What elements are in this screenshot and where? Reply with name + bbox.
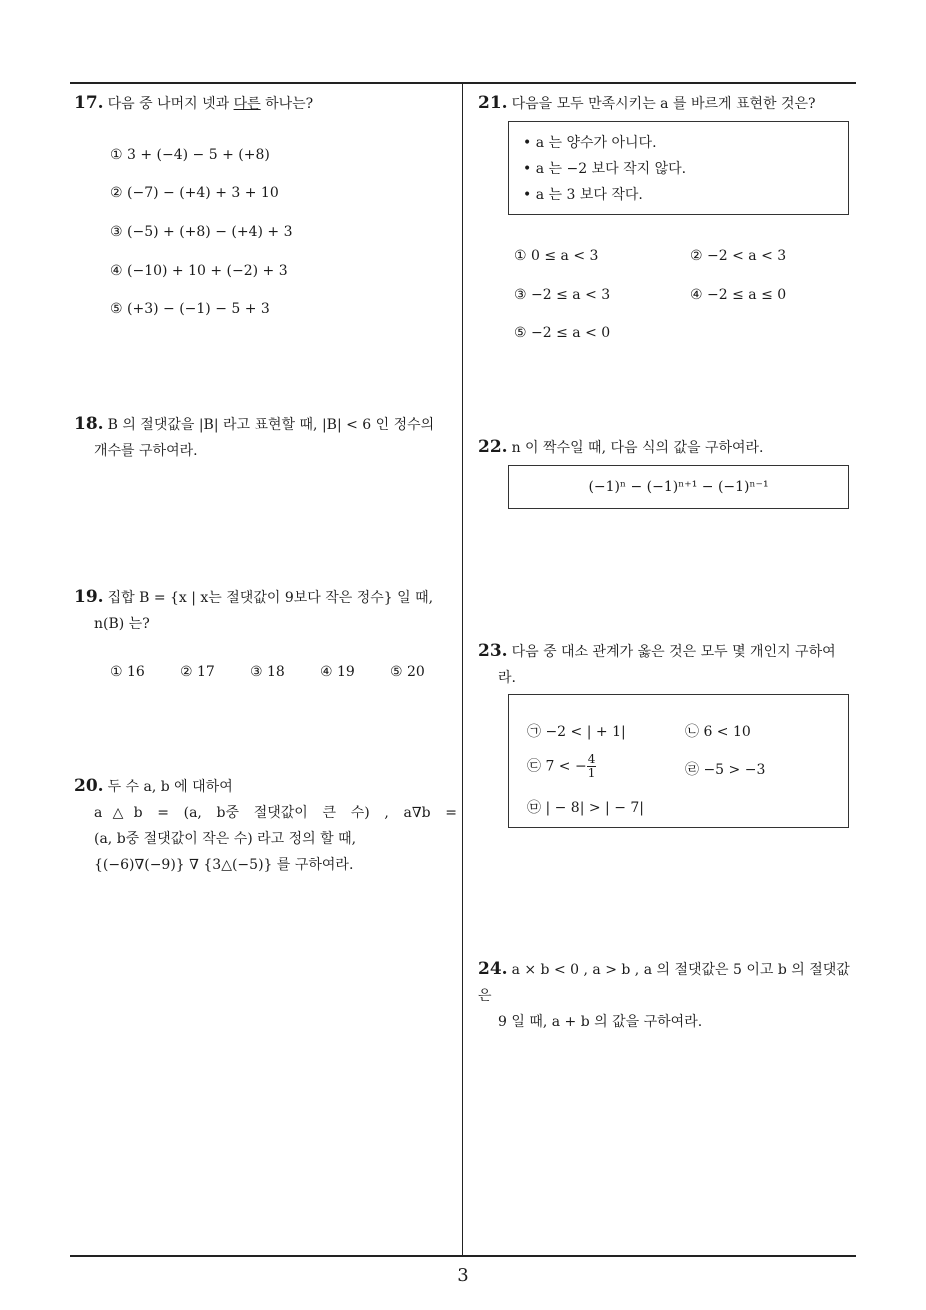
question-number: 24.: [478, 959, 508, 979]
question-23: [478, 638, 860, 691]
question-text-line2: 9 일 때, a + b 의 값을 구하여라.: [498, 1014, 703, 1030]
q19-option-1: ① 16: [110, 664, 145, 680]
q21-option-4: ④ −2 ≤ a ≤ 0: [690, 287, 787, 303]
question-number: 17.: [74, 93, 104, 113]
question-text-line1: B 의 절댓값을 |B| 라고 표현할 때, |B| < 6 인 정수의: [107, 417, 435, 433]
q21-option-2: ② −2 < a < 3: [690, 248, 787, 264]
question-text-line1: 다음 중 대소 관계가 옳은 것은 모두 몇 개인지 구하여: [511, 644, 836, 660]
q21-option-5: ⑤ −2 ≤ a < 0: [514, 325, 611, 341]
item-d: ㉣ −5 > −3: [685, 762, 766, 778]
question-number: 18.: [74, 414, 104, 434]
q17-option-4: ④ (−10) + 10 + (−2) + 3: [110, 263, 288, 279]
question-22: [478, 434, 858, 461]
expression: (−1)ⁿ − (−1)ⁿ⁺¹ − (−1)ⁿ⁻¹: [588, 479, 769, 495]
q17-option-5: ⑤ (+3) − (−1) − 5 + 3: [110, 301, 270, 317]
question-text-line2: a△b = (a, b중 절댓값이 큰 수) , a∇b =: [94, 805, 457, 821]
question-text-line1: 두 수 a, b 에 대하여: [107, 779, 233, 795]
q19-option-4: ④ 19: [320, 664, 355, 680]
question-text-line3: (a, b중 절댓값이 작은 수) 라고 정의 할 때,: [94, 831, 357, 847]
column-divider: [462, 82, 463, 1256]
q17-option-2: ② (−7) − (+4) + 3 + 10: [110, 185, 279, 201]
question-text-line2: 라.: [498, 670, 516, 686]
q21-option-3: ③ −2 ≤ a < 3: [514, 287, 611, 303]
q23-items-box: [508, 694, 849, 828]
q17-option-3: ③ (−5) + (+8) − (+4) + 3: [110, 224, 293, 240]
question-text: 다음을 모두 만족시키는 a 를 바르게 표현한 것은?: [511, 96, 816, 112]
question-text-line1: a × b < 0 , a > b , a 의 절댓값은 5 이고 b 의 절댓값은: [478, 962, 850, 1004]
item-a: ㉠ −2 < | + 1|: [527, 724, 626, 740]
fraction: $\frac{4}{1}$: [587, 752, 596, 780]
question-24: [478, 956, 860, 1035]
question-19: [74, 584, 459, 637]
page-number: 3: [457, 1265, 469, 1286]
question-number: 21.: [478, 93, 508, 113]
question-text-line4: {(−6)∇(−9)} ∇ {3△(−5)} 를 구하여라.: [94, 857, 354, 873]
question-text-line2: n(B) 는?: [94, 616, 150, 632]
question-number: 19.: [74, 587, 104, 607]
question-17: [74, 90, 459, 117]
question-18: [74, 411, 459, 464]
item-b: ㉡ 6 < 10: [685, 724, 751, 740]
condition-3: • a 는 3 보다 작다.: [523, 187, 643, 203]
question-text-line1: 집합 B = {x | x는 절댓값이 9보다 작은 정수} 일 때,: [107, 590, 434, 606]
q19-option-3: ③ 18: [250, 664, 285, 680]
condition-2: • a 는 −2 보다 작지 않다.: [523, 161, 687, 177]
question-text: 다음 중 나머지 넷과 다른 하나는?: [107, 96, 314, 112]
question-20: [74, 773, 457, 878]
question-number: 22.: [478, 437, 508, 457]
question-number: 20.: [74, 776, 104, 796]
q17-option-1: ① 3 + (−4) − 5 + (+8): [110, 147, 270, 163]
condition-1: • a 는 양수가 아니다.: [523, 135, 657, 151]
question-text: n 이 짝수일 때, 다음 식의 값을 구하여라.: [511, 440, 764, 456]
item-c: ㉢ 7 < − $\frac{4}{1}$: [527, 752, 596, 780]
question-21: [478, 90, 858, 117]
item-e: ㉤ | − 8| > | − 7|: [527, 800, 645, 816]
q21-conditions-box: [508, 121, 849, 215]
question-text-line2: 개수를 구하여라.: [94, 443, 198, 459]
bottom-rule: [70, 1255, 856, 1257]
q22-expression-box: [508, 465, 849, 509]
q21-option-1: ① 0 ≤ a < 3: [514, 248, 599, 264]
question-number: 23.: [478, 641, 508, 661]
q19-option-2: ② 17: [180, 664, 215, 680]
q19-option-5: ⑤ 20: [390, 664, 425, 680]
